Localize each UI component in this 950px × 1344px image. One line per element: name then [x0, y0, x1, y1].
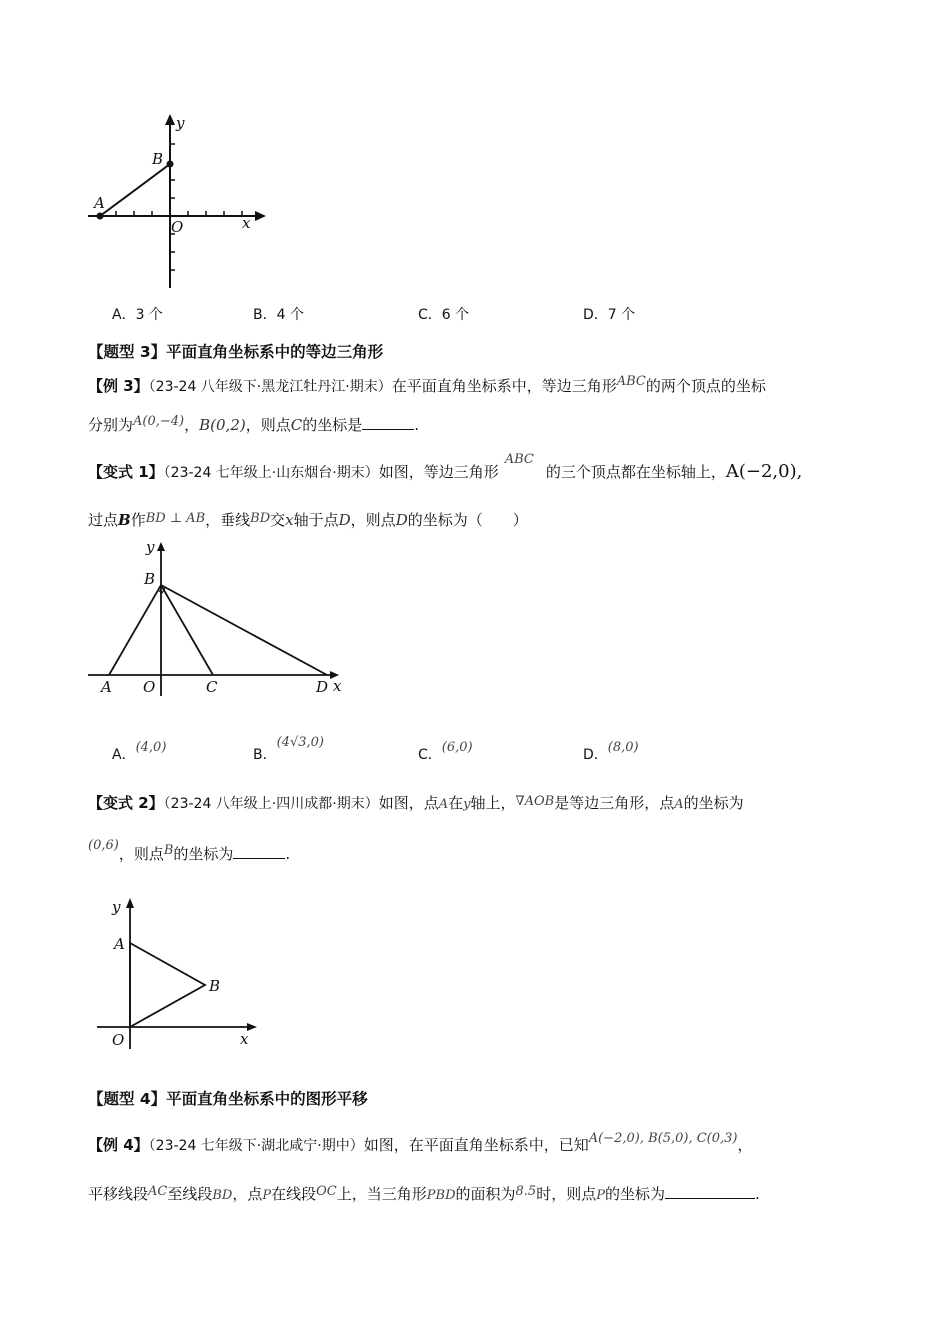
variant-1-d: D	[338, 511, 351, 529]
variant-1-d2: D	[395, 511, 408, 529]
q0-option-c[interactable]: C．6 个	[418, 307, 470, 323]
option-value: (8,0)	[607, 740, 639, 755]
example-4-text: 如图，在平面直角坐标系中，已知	[363, 1136, 589, 1154]
option-letter: B．	[253, 747, 277, 763]
example-3-text: ，则点	[245, 416, 291, 434]
section-4-title: 【题型 4】平面直角坐标系中的图形平移	[88, 1090, 368, 1108]
example-4-text: ，	[737, 1136, 753, 1154]
fig2-label-y: y	[146, 538, 155, 556]
variant-1-text: 作	[130, 511, 146, 529]
option-value: (6,0)	[441, 740, 473, 755]
fig3-label-o: O	[112, 1031, 125, 1049]
fig2-label-b: B	[144, 570, 156, 588]
example-3-math-c: C	[290, 416, 303, 434]
example-4-text: ，点	[232, 1185, 263, 1203]
fig1-label-o: O	[171, 218, 184, 236]
fig1-label-a: A	[94, 194, 105, 212]
example-4-source: （23-24 七年级下·湖北咸宁·期中）	[148, 1138, 364, 1154]
example-4-text: 上，当三角形	[336, 1185, 427, 1203]
option-letter: D．	[583, 747, 608, 763]
segment-ab	[100, 164, 170, 216]
fig2-label-a: A	[101, 678, 112, 696]
variant-2-math-a2: A	[674, 797, 684, 812]
variant-2-text: 在	[448, 794, 464, 812]
example-4-line-1	[88, 1131, 753, 1155]
variant-1-b: B	[118, 511, 131, 529]
option-letter: C．	[418, 747, 442, 763]
q0-option-d[interactable]: D．7 个	[583, 307, 636, 323]
variant-1-tag: 【变式 1】	[88, 463, 164, 481]
variant-2-text: 的坐标为	[683, 794, 744, 812]
example-4-text: .	[754, 1185, 760, 1203]
example-4-text: 至线段	[167, 1185, 213, 1203]
example-3-math-a: A(0,−4)	[133, 414, 185, 429]
figure-3-triangle-aob	[92, 893, 267, 1053]
fig3-label-y: y	[112, 898, 121, 916]
example-4-math-oc: OC	[316, 1184, 337, 1199]
variant-2-line-1	[88, 792, 744, 813]
triangle-aob	[130, 943, 205, 1027]
variant-1-math-bd: BD	[250, 511, 271, 526]
variant-2-math-b: B	[163, 843, 174, 858]
example-3-math-abc: ABC	[616, 374, 646, 389]
fig2-label-d: D	[316, 678, 329, 696]
variant-1-text: 轴于点	[293, 511, 339, 529]
fig1-label-y: y	[176, 114, 185, 132]
segment-bd	[161, 585, 327, 675]
variant-1-text: 过点	[88, 511, 119, 529]
example-3-math-b: B(0,2)	[199, 416, 246, 434]
variant-1-option-d[interactable]	[583, 736, 639, 763]
point-a	[97, 213, 104, 220]
variant-1-source: （23-24 七年级上·山东烟台·期末）	[163, 465, 379, 481]
variant-1-option-c[interactable]	[418, 736, 473, 763]
example-4-text: 平移线段	[88, 1185, 149, 1203]
variant-1-text: ，则点	[350, 511, 396, 529]
variant-1-math-abc: ABC	[504, 452, 534, 467]
fig2-label-x: x	[333, 677, 342, 695]
variant-2-math-a: A	[438, 797, 449, 812]
figure-2-triangle-abc-bd	[85, 536, 355, 701]
variant-1-text: ，垂线	[205, 511, 251, 529]
example-3-tag: 【例 3】	[88, 377, 149, 395]
example-3-answer-blank[interactable]	[362, 415, 414, 430]
example-3-source: （23-24 八年级下·黑龙江牡丹江·期末）	[148, 379, 392, 395]
variant-2-text: 是等边三角形，点	[554, 794, 675, 812]
example-3-text: 的坐标是	[302, 416, 363, 434]
example-3-text: 的两个顶点的坐标	[645, 377, 766, 395]
example-4-math-p: P	[262, 1188, 272, 1203]
fig2-label-o: O	[143, 678, 156, 696]
example-4-answer-blank[interactable]	[665, 1184, 755, 1199]
example-4-math-area: 8.5	[515, 1184, 537, 1199]
example-4-tag: 【例 4】	[88, 1136, 149, 1154]
option-letter: A．	[112, 747, 136, 763]
example-4-math-bd: BD	[212, 1188, 233, 1203]
fig3-label-a: A	[114, 935, 125, 953]
example-3-text: 分别为	[88, 416, 134, 434]
example-4-text: 时，则点	[536, 1185, 597, 1203]
variant-2-text: 如图，点	[378, 794, 439, 812]
figure-1-coordinate-plane	[80, 108, 280, 293]
variant-2-answer-blank[interactable]	[233, 844, 285, 859]
variant-1-line-1	[88, 452, 803, 482]
option-value: (4√3,0)	[276, 735, 324, 750]
variant-2-math-y: y	[463, 797, 471, 812]
variant-2-text: 的坐标为	[173, 845, 234, 863]
example-3-text: .	[414, 416, 420, 434]
variant-1-text: 交	[270, 511, 286, 529]
fig1-label-b: B	[152, 150, 164, 168]
example-4-math-ac: AC	[148, 1184, 168, 1199]
variant-1-option-b[interactable]	[253, 731, 324, 763]
q0-option-a[interactable]: A．3 个	[112, 307, 163, 323]
section-3-title: 【题型 3】平面直角坐标系中的等边三角形	[88, 343, 384, 361]
variant-2-math-aob: ∇AOB	[515, 794, 555, 809]
fig3-label-x: x	[240, 1030, 249, 1048]
variant-2-text: ，则点	[118, 845, 164, 863]
example-4-text: 在线段	[271, 1185, 317, 1203]
example-4-line-2	[88, 1183, 760, 1204]
example-4-math-pbd: PBD	[426, 1188, 456, 1203]
variant-1-math-a: A(−2,0),	[725, 461, 803, 482]
fig2-label-c: C	[206, 678, 218, 696]
fig1-label-x: x	[242, 214, 251, 232]
variant-1-text: 的三个顶点都在坐标轴上，	[545, 463, 726, 481]
fig3-label-b: B	[209, 977, 221, 995]
example-4-math-p2: P	[596, 1188, 605, 1203]
variant-2-math-coord: (0,6)	[88, 838, 119, 853]
example-4-text: 的面积为	[455, 1185, 516, 1203]
variant-1-x: x	[285, 511, 294, 529]
example-4-text: 的坐标为	[604, 1185, 665, 1203]
example-4-math-coords: A(−2,0), B(5,0), C(0,3)	[588, 1131, 738, 1146]
variant-1-text: 的坐标为（ ）	[407, 511, 528, 529]
variant-1-option-a[interactable]	[112, 736, 167, 763]
variant-1-text: 如图，等边三角形	[378, 463, 499, 481]
example-3-line-2	[88, 414, 419, 435]
variant-2-line-2	[88, 838, 291, 864]
variant-1-math-bd-perp-ab: BD ⊥ AB	[145, 511, 206, 526]
variant-2-text: .	[285, 845, 291, 863]
q0-option-b[interactable]: B．4 个	[253, 307, 304, 323]
variant-2-source: （23-24 八年级上·四川成都·期末）	[163, 796, 379, 812]
variant-2-text: 轴上，	[470, 794, 516, 812]
example-3-line-1	[88, 375, 766, 396]
variant-1-line-2	[88, 509, 528, 530]
example-3-text: ，	[184, 416, 200, 434]
example-3-text: 在平面直角坐标系中，等边三角形	[391, 377, 617, 395]
option-value: (4,0)	[135, 740, 167, 755]
variant-2-tag: 【变式 2】	[88, 794, 164, 812]
point-b	[167, 161, 174, 168]
